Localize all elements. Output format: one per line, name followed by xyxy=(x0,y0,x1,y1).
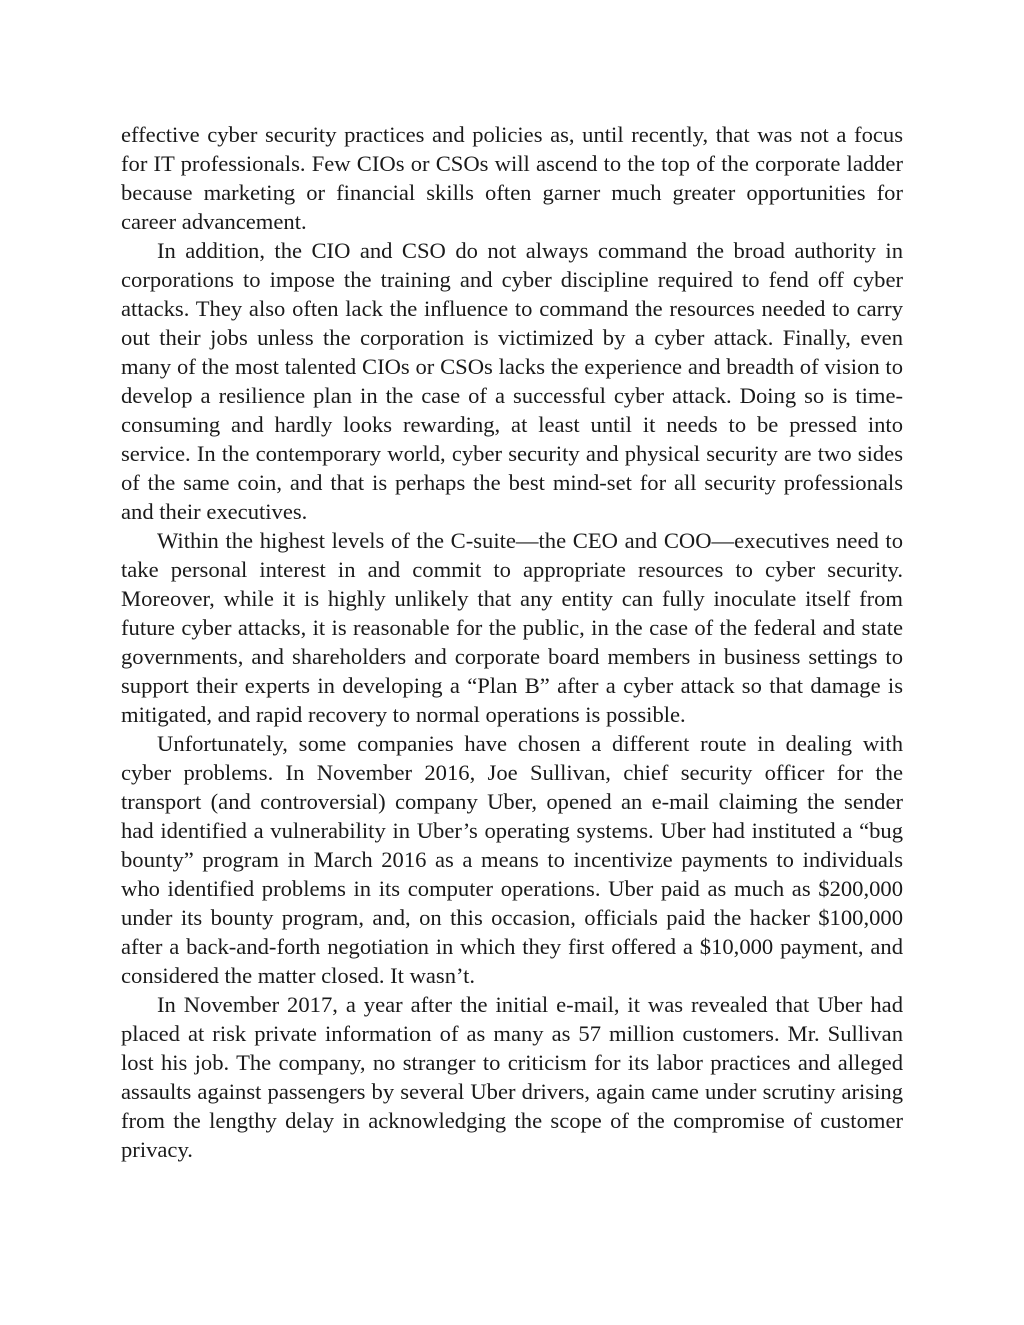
paragraph-cio-cso-authority: In addition, the CIO and CSO do not always command the broad authority in corporations to impose the training and cyber discipline required to fend off cyber attacks. They also often lack the influence to command the resources needed to carry out their jobs unless the corporation is victimized by a cyber attack. Finally, even many of the most talented CIOs or CSOs lacks the experience and breadth of vision to develop a resilience plan in the case of a successful cyber attack. Doing so is time-consuming and hardly looks rewarding, at least until it needs to be pressed into service. In the contemporary world, cyber security and physical security are two sides of the same coin, and that is perhaps the best mind-set for all security professionals and their executives. xyxy=(121,238,903,524)
document-page xyxy=(121,120,903,1164)
paragraph-uber-bug-bounty: Unfortunately, some companies have chosen a different route in dealing with cyber problems. In November 2016, Joe Sullivan, chief security officer for the transport (and controversial) company Uber, opened an e-mail claiming the sender had identified a vulnerability in Uber’s operating systems. Uber had instituted a “bug bounty” program in March 2016 as a means to incentivize payments to individuals who identified problems in its computer operations. Uber paid as much as $200,000 under its bounty program, and, on this occasion, officials paid the hacker $100,000 after a back-and-forth negotiation in which they first offered a $10,000 payment, and considered the matter closed. It wasn’t. xyxy=(121,731,903,988)
paragraph-uber-breach-revealed: In November 2017, a year after the initial e-mail, it was revealed that Uber had placed at risk private information of as many as 57 million customers. Mr. Sullivan lost his job. The company, no stranger to criticism for its labor practices and alleged assaults against passengers by several Uber drivers, again came under scrutiny arising from the lengthy delay in acknowledging the scope of the compromise of customer privacy. xyxy=(121,992,903,1162)
paragraph-continuation: effective cyber security practices and policies as, until recently, that was not a focus for IT professionals. Few CIOs or CSOs will ascend to the top of the corporate ladder because marketing or financial skills often garner much greater opportunities for career advancement. xyxy=(121,122,903,234)
paragraph-c-suite: Within the highest levels of the C-suite—the CEO and COO—executives need to take personal interest in and commit to appropriate resources to cyber security. Moreover, while it is highly unlikely that any entity can fully inoculate itself from future cyber attacks, it is reasonable for the public, in the case of the federal and state governments, and shareholders and corporate board members in business settings to support their experts in developing a “Plan B” after a cyber attack so that damage is mitigated, and rapid recovery to normal operations is possible. xyxy=(121,528,903,727)
